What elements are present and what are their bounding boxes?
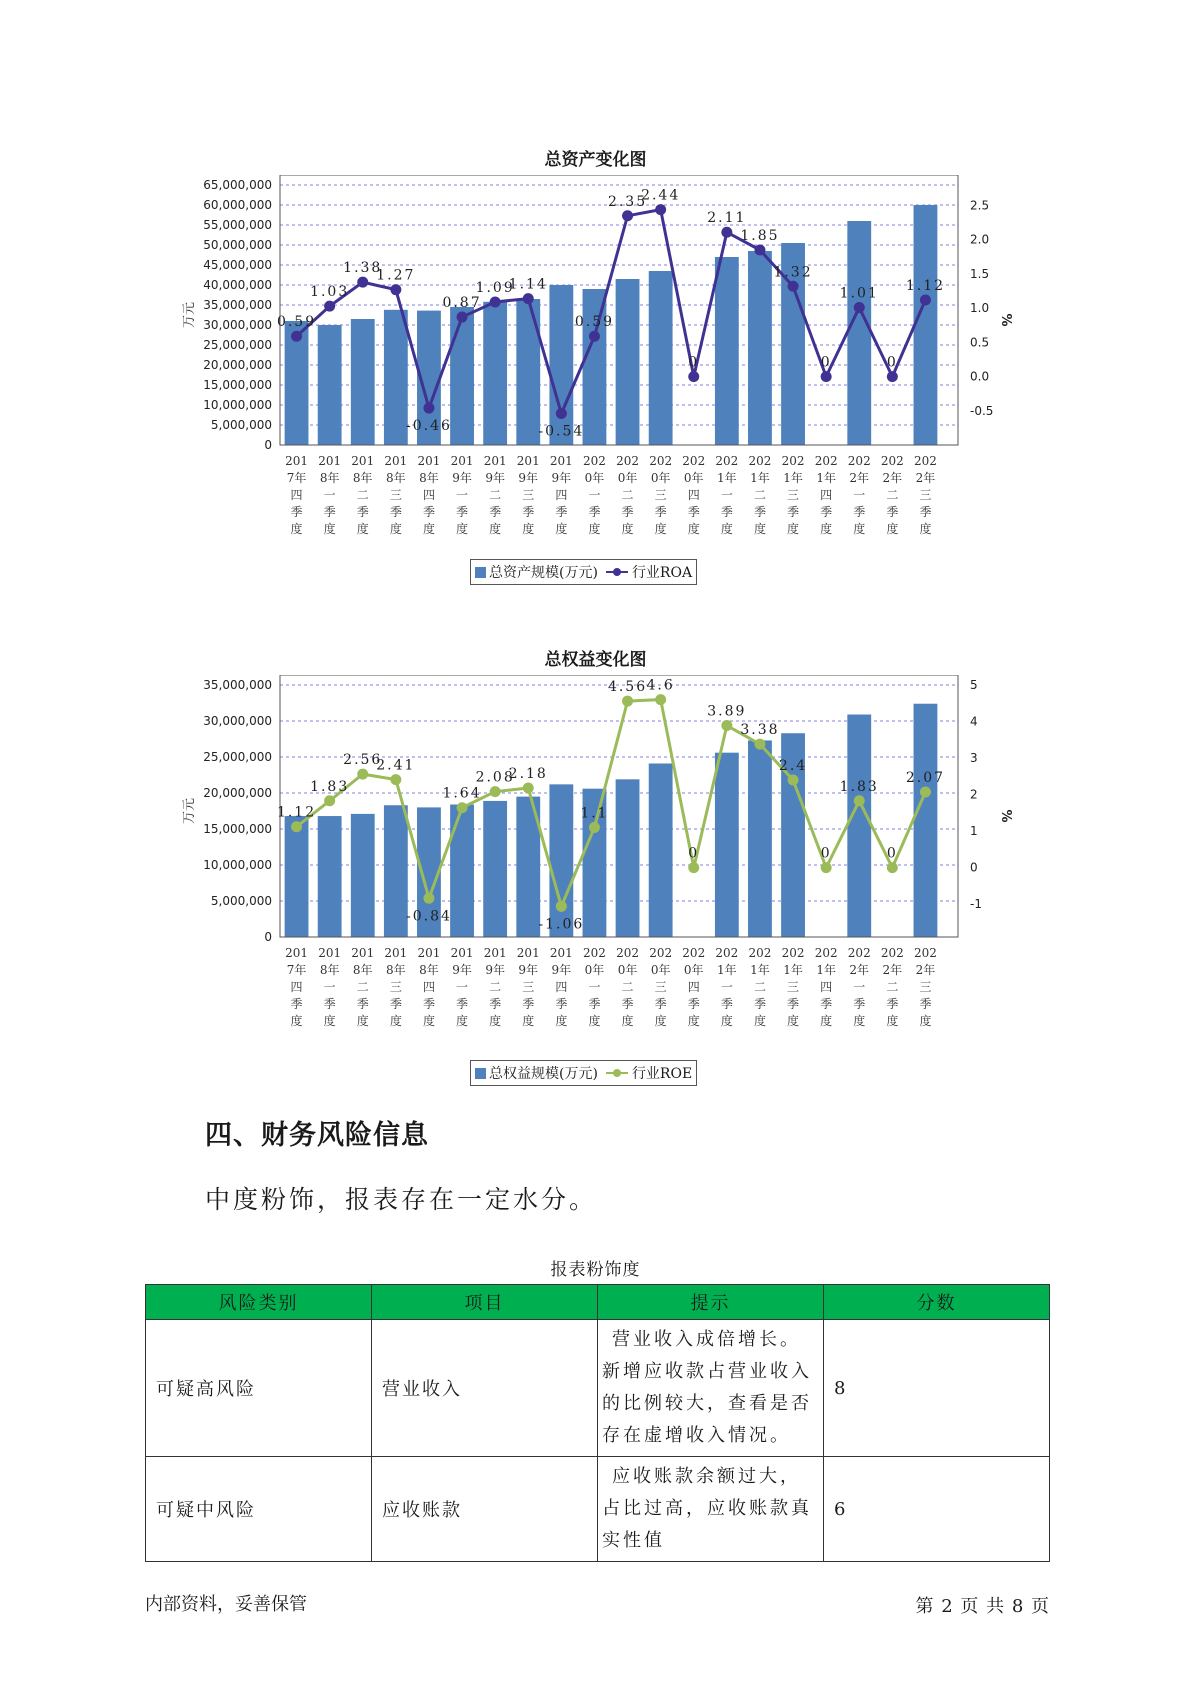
bar xyxy=(715,257,739,445)
x-tick-label: 202 1年四季度 xyxy=(814,946,838,1028)
x-tick-label: 201 7年四季度 xyxy=(285,946,309,1028)
bar xyxy=(384,310,408,445)
data-label: 1.01 xyxy=(839,285,879,302)
y-tick-label: 35,000,000 xyxy=(203,678,272,692)
line-point xyxy=(854,302,865,313)
line-point xyxy=(556,901,567,912)
line-point xyxy=(423,403,434,414)
line-point xyxy=(622,210,633,221)
data-label: 1.14 xyxy=(508,276,548,293)
x-tick-label: 201 8年一季度 xyxy=(318,454,342,536)
y2-tick-label: 5 xyxy=(970,678,978,692)
cell-item: 应收账款 xyxy=(372,1457,598,1562)
y-tick-label: 5,000,000 xyxy=(210,418,272,432)
x-tick-label: 202 1年三季度 xyxy=(781,946,805,1028)
bar xyxy=(351,319,375,445)
bar xyxy=(847,221,871,445)
data-label: 1.03 xyxy=(310,284,350,301)
data-label: -1.06 xyxy=(538,916,585,933)
y-tick-label: 5,000,000 xyxy=(210,894,272,908)
y-tick-label: 10,000,000 xyxy=(203,398,272,412)
data-label: 1.12 xyxy=(905,277,946,294)
data-label: -0.54 xyxy=(538,423,585,440)
header-hint: 提示 xyxy=(598,1285,824,1320)
legend-line-swatch xyxy=(606,1068,628,1078)
line-point xyxy=(291,821,302,832)
line-point xyxy=(821,371,832,382)
line-point xyxy=(721,227,732,238)
y2-tick-label: 0.5 xyxy=(970,335,990,350)
data-label: 2.44 xyxy=(641,187,681,204)
legend-bar-swatch xyxy=(475,567,486,578)
bar xyxy=(748,740,772,937)
legend-bar-swatch xyxy=(475,1068,486,1079)
y-tick-label: 60,000,000 xyxy=(203,198,272,212)
x-tick-label: 202 0年一季度 xyxy=(582,454,606,536)
y-tick-label: 15,000,000 xyxy=(203,822,272,836)
risk-table xyxy=(145,1284,1050,1562)
line-point xyxy=(490,297,501,308)
data-label: 4.56 xyxy=(607,679,648,696)
data-label: 2.4 xyxy=(778,757,808,774)
line-point xyxy=(589,331,600,342)
cell-category: 可疑高风险 xyxy=(146,1320,372,1457)
data-label: 1.12 xyxy=(276,804,317,821)
data-label: 1.83 xyxy=(839,778,879,795)
y-tick-label: 30,000,000 xyxy=(203,318,272,332)
line-point xyxy=(920,294,931,305)
data-label: 0 xyxy=(886,845,898,862)
line-point xyxy=(457,312,468,323)
y-tick-label: 25,000,000 xyxy=(203,750,272,764)
x-tick-label: 202 1年四季度 xyxy=(814,454,838,536)
bar xyxy=(914,704,938,937)
x-tick-label: 202 1年一季度 xyxy=(715,946,739,1028)
chart-legend-assets xyxy=(470,559,697,585)
data-label: 0.59 xyxy=(574,314,615,331)
data-label: -0.84 xyxy=(405,908,452,925)
x-tick-label: 201 8年二季度 xyxy=(351,946,375,1028)
x-tick-label: 201 9年四季度 xyxy=(549,454,573,536)
bar xyxy=(649,763,673,937)
x-tick-label: 202 2年二季度 xyxy=(880,946,904,1028)
line-point xyxy=(788,281,799,292)
y2-tick-label: 1.0 xyxy=(970,301,990,316)
line-point xyxy=(390,774,401,785)
x-tick-label: 202 0年二季度 xyxy=(616,946,640,1028)
cell-hint: 营业收入成倍增长。新增应收款占营业收入的比例较大，查看是否存在虚增收入情况。 xyxy=(598,1320,824,1457)
y-tick-label: 55,000,000 xyxy=(203,218,272,232)
x-tick-label: 202 0年二季度 xyxy=(616,454,640,536)
line-point xyxy=(788,774,799,785)
line-point xyxy=(589,822,600,833)
line-point xyxy=(821,862,832,873)
total-assets-chart xyxy=(0,175,1191,575)
x-tick-label: 202 1年二季度 xyxy=(748,454,772,536)
bar xyxy=(616,279,640,445)
x-tick-label: 202 2年三季度 xyxy=(913,946,937,1028)
y2-axis-label: % xyxy=(998,313,1013,327)
bar xyxy=(351,814,375,937)
y-tick-label: 35,000,000 xyxy=(203,298,272,312)
x-tick-label: 201 8年四季度 xyxy=(417,946,441,1028)
data-label: 1.09 xyxy=(475,280,515,296)
y-tick-label: 20,000,000 xyxy=(203,358,272,372)
line-point xyxy=(523,293,534,304)
bar xyxy=(847,715,871,937)
bar xyxy=(318,816,342,937)
legend-line-label: 行业ROE xyxy=(631,1066,693,1082)
line-point xyxy=(622,696,633,707)
x-tick-label: 201 8年四季度 xyxy=(417,454,441,536)
data-label: 3.89 xyxy=(707,703,747,720)
data-label: 4.6 xyxy=(646,677,675,694)
bar xyxy=(450,307,474,445)
data-label: 0 xyxy=(688,845,700,862)
bar xyxy=(483,801,507,937)
cell-hint: 应收账款余额过大，占比过高，应收账款真实性值 xyxy=(598,1457,824,1562)
x-tick-label: 201 8年一季度 xyxy=(318,946,342,1028)
y-tick-label: 40,000,000 xyxy=(203,278,272,292)
y2-axis-label: % xyxy=(998,809,1013,823)
x-tick-label: 201 7年四季度 xyxy=(285,454,309,536)
x-tick-label: 201 9年四季度 xyxy=(549,946,573,1028)
legend-line-label: 行业ROA xyxy=(631,565,693,581)
y2-tick-label: 2.0 xyxy=(970,232,990,247)
data-label: 2.41 xyxy=(376,757,416,774)
x-tick-label: 202 2年二季度 xyxy=(880,454,904,536)
bar xyxy=(583,289,607,445)
table-caption: 报表粉饰度 xyxy=(550,1260,641,1280)
y2-tick-label: -0.5 xyxy=(970,403,994,418)
cell-category: 可疑中风险 xyxy=(146,1457,372,1562)
data-label: 2.08 xyxy=(475,769,515,786)
x-tick-label: 202 0年一季度 xyxy=(582,946,606,1028)
x-tick-label: 202 0年三季度 xyxy=(649,454,673,536)
x-tick-label: 201 8年三季度 xyxy=(384,454,408,536)
y-tick-label: 20,000,000 xyxy=(203,786,272,800)
x-tick-label: 202 0年三季度 xyxy=(649,946,673,1028)
x-tick-label: 202 0年四季度 xyxy=(682,946,706,1028)
chart-title-assets: 总资产变化图 xyxy=(544,150,647,170)
bar xyxy=(616,779,640,937)
y2-tick-label: 1.5 xyxy=(970,266,990,281)
x-tick-label: 201 9年三季度 xyxy=(516,946,540,1028)
line-point xyxy=(688,862,699,873)
y2-tick-label: 0 xyxy=(970,860,978,875)
data-label: 0 xyxy=(820,845,832,862)
y2-tick-label: 2 xyxy=(970,787,978,802)
line-point xyxy=(490,786,501,797)
line-point xyxy=(887,371,898,382)
legend-line-swatch xyxy=(606,567,628,577)
data-label: 1.38 xyxy=(343,260,383,277)
x-tick-label: 202 1年一季度 xyxy=(715,454,739,536)
cell-score: 6 xyxy=(824,1457,1050,1562)
line-point xyxy=(754,245,765,256)
bar xyxy=(748,251,772,445)
y2-tick-label: 3 xyxy=(970,751,978,766)
y-axis-label: 万元 xyxy=(182,797,197,825)
data-label: 0.59 xyxy=(276,314,317,331)
footer-confidential: 内部资料，妥善保管 xyxy=(145,1594,307,1615)
data-label: 3.38 xyxy=(740,722,780,739)
data-label: 2.11 xyxy=(707,210,747,227)
line-point xyxy=(423,893,434,904)
line-point xyxy=(324,795,335,806)
y2-tick-label: 2.5 xyxy=(970,198,990,213)
line-point xyxy=(754,739,765,750)
bar xyxy=(649,271,673,445)
x-tick-label: 201 9年一季度 xyxy=(450,454,474,536)
data-label: -0.46 xyxy=(405,418,452,435)
x-tick-label: 201 8年二季度 xyxy=(351,454,375,536)
line-point xyxy=(688,371,699,382)
line-point xyxy=(457,802,468,813)
header-score: 分数 xyxy=(824,1285,1050,1320)
table-header-row xyxy=(146,1285,1050,1320)
line-point xyxy=(655,694,666,705)
y-tick-label: 15,000,000 xyxy=(203,378,272,392)
y-tick-label: 45,000,000 xyxy=(203,258,272,272)
x-tick-label: 202 0年四季度 xyxy=(682,454,706,536)
legend-bar-label: 总资产规模(万元) xyxy=(489,565,598,581)
y2-tick-label: -1 xyxy=(970,897,982,912)
data-label: 2.56 xyxy=(343,752,383,769)
line-point xyxy=(920,787,931,798)
data-label: 0.87 xyxy=(442,295,482,312)
bar xyxy=(715,753,739,937)
bar xyxy=(384,805,408,937)
y-tick-label: 10,000,000 xyxy=(203,858,272,872)
footer-page-number: 第 2 页 共 8 页 xyxy=(915,1596,1049,1617)
data-label: 1.85 xyxy=(740,228,780,244)
y-tick-label: 0 xyxy=(264,438,272,452)
y2-tick-label: 1 xyxy=(970,824,978,839)
line-point xyxy=(721,720,732,731)
y-tick-label: 25,000,000 xyxy=(203,338,272,352)
risk-summary: 中度粉饰，报表存在一定水分。 xyxy=(205,1185,598,1214)
bar xyxy=(285,816,309,937)
line-point xyxy=(390,284,401,295)
x-tick-label: 202 2年三季度 xyxy=(913,454,937,536)
y-tick-label: 30,000,000 xyxy=(203,714,272,728)
data-label: 0 xyxy=(688,354,700,371)
y-tick-label: 50,000,000 xyxy=(203,238,272,252)
y2-tick-label: 0.0 xyxy=(970,369,990,384)
line-point xyxy=(556,408,567,419)
section-heading: 四、财务风险信息 xyxy=(205,1120,429,1151)
y2-tick-label: 4 xyxy=(970,714,978,729)
y-tick-label: 65,000,000 xyxy=(203,178,272,192)
bar xyxy=(318,325,342,445)
bar xyxy=(549,285,573,445)
table-row xyxy=(146,1320,1050,1457)
line-point xyxy=(324,301,335,312)
data-label: 1.83 xyxy=(310,778,350,795)
x-tick-label: 201 9年二季度 xyxy=(483,454,507,536)
data-label: 2.35 xyxy=(607,193,648,210)
line-point xyxy=(357,769,368,780)
bar xyxy=(549,784,573,937)
chart-title-equity: 总权益变化图 xyxy=(544,650,647,670)
data-label: 0 xyxy=(820,354,832,371)
bar xyxy=(483,302,507,445)
total-equity-chart xyxy=(0,675,1191,1075)
line-point xyxy=(854,795,865,806)
x-tick-label: 201 8年三季度 xyxy=(384,946,408,1028)
bar xyxy=(516,299,540,445)
y-tick-label: 0 xyxy=(264,930,272,944)
bar xyxy=(450,805,474,937)
data-label: 1.64 xyxy=(442,785,482,802)
cell-item: 营业收入 xyxy=(372,1320,598,1457)
data-label: 1.1 xyxy=(580,805,609,822)
data-label: 2.18 xyxy=(508,765,548,782)
line-point xyxy=(523,782,534,793)
x-tick-label: 202 1年三季度 xyxy=(781,454,805,536)
line-point xyxy=(357,277,368,288)
x-tick-label: 202 2年一季度 xyxy=(847,454,871,536)
data-label: 1.27 xyxy=(376,267,416,284)
bar xyxy=(914,205,938,445)
x-tick-label: 202 2年一季度 xyxy=(847,946,871,1028)
x-tick-label: 201 9年三季度 xyxy=(516,454,540,536)
y-axis-label: 万元 xyxy=(182,301,197,329)
cell-score: 8 xyxy=(824,1320,1050,1457)
x-tick-label: 201 9年一季度 xyxy=(450,946,474,1028)
line-point xyxy=(887,862,898,873)
x-tick-label: 201 9年二季度 xyxy=(483,946,507,1028)
legend-bar-label: 总权益规模(万元) xyxy=(489,1066,598,1082)
table-row xyxy=(146,1457,1050,1562)
header-category: 风险类别 xyxy=(146,1285,372,1320)
data-label: 1.32 xyxy=(773,264,813,281)
line-point xyxy=(655,204,666,215)
header-item: 项目 xyxy=(372,1285,598,1320)
data-label: 0 xyxy=(886,354,898,371)
chart-legend-equity xyxy=(470,1060,697,1086)
x-tick-label: 202 1年二季度 xyxy=(748,946,772,1028)
line-point xyxy=(291,331,302,342)
data-label: 2.07 xyxy=(905,770,946,787)
